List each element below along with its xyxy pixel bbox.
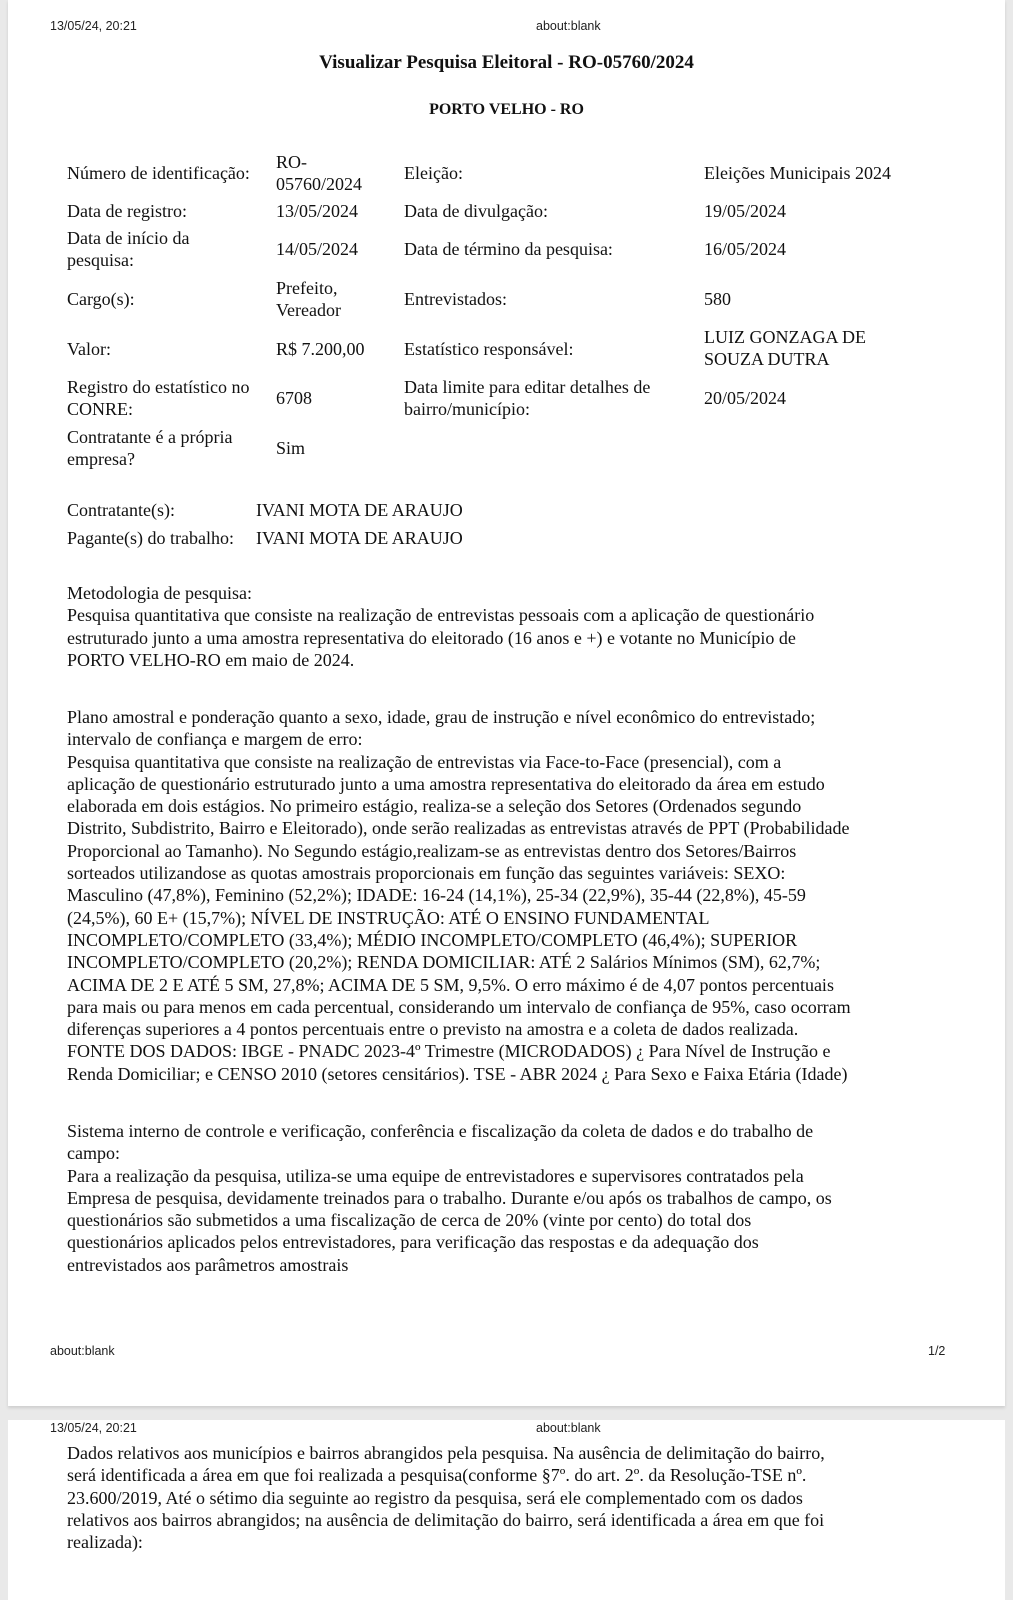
bairros-line: 23.600/2019, Até o sétimo dia seguinte ao registro da pesquisa, será ele complementado com os dados <box>67 1487 803 1508</box>
pagante-value: IVANI MOTA DE ARAUJO <box>256 528 463 548</box>
print-header-url: about:blank <box>536 19 601 33</box>
entrevistados-value: 580 <box>704 289 731 309</box>
termino-label: Data de término da pesquisa: <box>404 239 613 259</box>
bairros-line: Dados relativos aos municípios e bairros abrangidos pela pesquisa. Na ausência de delimitação do bairro, <box>67 1443 825 1463</box>
metodologia-line: estruturado junto a uma amostra representativa do eleitorado (16 anos e +) e votante no Município de <box>67 627 796 648</box>
limite-value: 20/05/2024 <box>704 388 787 408</box>
id-value-line2: 05760/2024 <box>276 174 363 194</box>
metodologia-line: PORTO VELHO-RO em maio de 2024. <box>67 649 355 670</box>
plano-heading-line: intervalo de confiança e margem de erro: <box>67 729 363 750</box>
inicio-value: 14/05/2024 <box>276 239 359 259</box>
plano-line: Proporcional ao Tamanho). No Segundo estágio,realizam-se as entrevistas dentro dos Setores/Bairros <box>67 840 797 861</box>
plano-line: (24,5%), 60 E+ (15,7%); NÍVEL DE INSTRUÇÃO: ATÉ O ENSINO FUNDAMENTAL <box>67 907 710 928</box>
divulgacao-label: Data de divulgação: <box>404 201 548 221</box>
sistema-section <box>67 1120 957 1276</box>
cargos-value-line1: Prefeito, <box>276 278 338 298</box>
estatistico-value-line2: SOUZA DUTRA <box>704 349 830 369</box>
sistema-line: Para a realização da pesquisa, utiliza-se uma equipe de entrevistadores e supervisores contratados pela <box>67 1165 804 1186</box>
print-header-url: about:blank <box>536 1421 601 1435</box>
plano-line: Pesquisa quantitativa que consiste na realização de entrevistas via Face-to-Face (presencial), com a <box>67 751 782 772</box>
contratante-label: Contratante(s): <box>67 500 175 520</box>
plano-section <box>67 706 957 1085</box>
estatistico-value-line1: LUIZ GONZAGA DE <box>704 327 866 347</box>
sistema-heading-line: campo: <box>67 1143 120 1164</box>
id-label: Número de identificação: <box>67 163 250 183</box>
conre-value: 6708 <box>276 388 312 408</box>
pagante-label: Pagante(s) do trabalho: <box>67 528 234 548</box>
plano-line: sorteados utilizandose as quotas amostrais proporcionais em função das seguintes variáveis: SEXO: <box>67 863 786 884</box>
divulgacao-value: 19/05/2024 <box>704 201 787 221</box>
registro-label: Data de registro: <box>67 201 187 221</box>
plano-line: Distrito, Subdistrito, Bairro e Eleitorado), onde serão realizadas as entrevistas através de PPT (Probabilidade <box>67 818 850 839</box>
print-header-date: 13/05/24, 20:21 <box>50 19 137 33</box>
metodologia-line: Pesquisa quantitativa que consiste na realização de entrevistas pessoais com a aplicação de questionário <box>67 605 815 626</box>
plano-heading-line: Plano amostral e ponderação quanto a sexo, idade, grau de instrução e nível econômico do entrevistado; <box>67 707 816 727</box>
plano-line: para mais ou para menos em cada percentual, considerando um intervalo de confiança de 95%, caso ocorram <box>67 996 851 1017</box>
termino-value: 16/05/2024 <box>704 239 787 259</box>
id-value-line1: RO- <box>276 152 307 172</box>
limite-label-line2: bairro/município: <box>404 399 530 419</box>
estatistico-label: Estatístico responsável: <box>404 339 574 359</box>
propria-label-line1: Contratante é a própria <box>67 427 233 447</box>
limite-label-line1: Data limite para editar detalhes de <box>404 377 651 397</box>
propria-label-line2: empresa? <box>67 449 135 469</box>
document-page-1 <box>8 0 1005 1406</box>
plano-line: Renda Domiciliar; e CENSO 2010 (setores censitários). TSE - ABR 2024 ¿ Para Sexo e Faixa Etária (Idade) <box>67 1063 848 1084</box>
sistema-line: entrevistados aos parâmetros amostrais <box>67 1254 349 1275</box>
plano-line: FONTE DOS DADOS: IBGE - PNADC 2023-4º Trimestre (MICRODADOS) ¿ Para Nível de Instrução e <box>67 1041 831 1062</box>
valor-label: Valor: <box>67 339 111 359</box>
inicio-label-line2: pesquisa: <box>67 250 134 270</box>
cargos-label: Cargo(s): <box>67 289 135 309</box>
page-title: Visualizar Pesquisa Eleitoral - RO-05760/2024 <box>319 52 694 73</box>
plano-line: INCOMPLETO/COMPLETO (20,2%); RENDA DOMICILIAR: ATÉ 2 Salários Mínimos (SM), 62,7%; <box>67 952 821 973</box>
registro-value: 13/05/2024 <box>276 201 359 221</box>
print-footer-page-number: 1/2 <box>928 1344 946 1358</box>
valor-value: R$ 7.200,00 <box>276 339 365 359</box>
print-header-date: 13/05/24, 20:21 <box>50 1421 137 1435</box>
sistema-heading-line: Sistema interno de controle e verificação, conferência e fiscalização da coleta de dados e do trabalho de <box>67 1121 814 1141</box>
propria-value: Sim <box>276 438 306 458</box>
conre-label-line2: CONRE: <box>67 399 134 419</box>
plano-line: aplicação de questionário estruturado junto a uma amostra representativa do eleitorado da área em estudo <box>67 773 825 794</box>
metodologia-section <box>67 582 957 671</box>
plano-line: ACIMA DE 2 E ATÉ 5 SM, 27,8%; ACIMA DE 5 SM, 9,5%. O erro máximo é de 4,07 pontos percentuais <box>67 974 834 995</box>
bairros-line: realizada): <box>67 1532 143 1553</box>
plano-line: diferenças superiores a 4 pontos percentuais entre o previsto na amostra e a coleta de dados realizada. <box>67 1019 799 1040</box>
print-footer-url: about:blank <box>50 1344 115 1358</box>
conre-label-line1: Registro do estatístico no <box>67 377 250 397</box>
sistema-line: questionários aplicados pelos entrevistadores, para verificação das respostas e da adequação dos <box>67 1232 759 1253</box>
sistema-line: Empresa de pesquisa, devidamente treinados para o trabalho. Durante e/ou após os trabalhos de campo, os <box>67 1187 832 1208</box>
bairros-line: será identificada a área em que foi realizada a pesquisa(conforme §7º. do art. 2º. da Resolução-TSE nº. <box>67 1465 807 1486</box>
plano-line: elaborada em dois estágios. No primeiro estágio, realiza-se a seleção dos Setores (Ordenados segundo <box>67 796 802 817</box>
page-subtitle: PORTO VELHO - RO <box>429 101 584 118</box>
metodologia-heading: Metodologia de pesquisa: <box>67 583 252 603</box>
plano-line: INCOMPLETO/COMPLETO (33,4%); MÉDIO INCOMPLETO/COMPLETO (46,4%); SUPERIOR <box>67 929 798 950</box>
bairros-line: relativos aos bairros abrangidos; na ausência de delimitação do bairro, será identificada a área em que foi <box>67 1509 825 1530</box>
bairros-section <box>67 1442 957 1553</box>
document-page-2 <box>8 1420 1005 1600</box>
eleicao-label: Eleição: <box>404 163 463 183</box>
eleicao-value: Eleições Municipais 2024 <box>704 163 891 183</box>
plano-line: Masculino (47,8%), Feminino (52,2%); IDADE: 16-24 (14,1%), 25-34 (22,9%), 35-44 (22,8%), 45-59 <box>67 885 806 906</box>
contratante-value: IVANI MOTA DE ARAUJO <box>256 500 463 520</box>
entrevistados-label: Entrevistados: <box>404 289 507 309</box>
inicio-label-line1: Data de início da <box>67 228 190 248</box>
sistema-line: questionários são submetidos a uma fiscalização de cerca de 20% (vinte por cento) do total dos <box>67 1210 752 1231</box>
cargos-value-line2: Vereador <box>276 300 341 320</box>
